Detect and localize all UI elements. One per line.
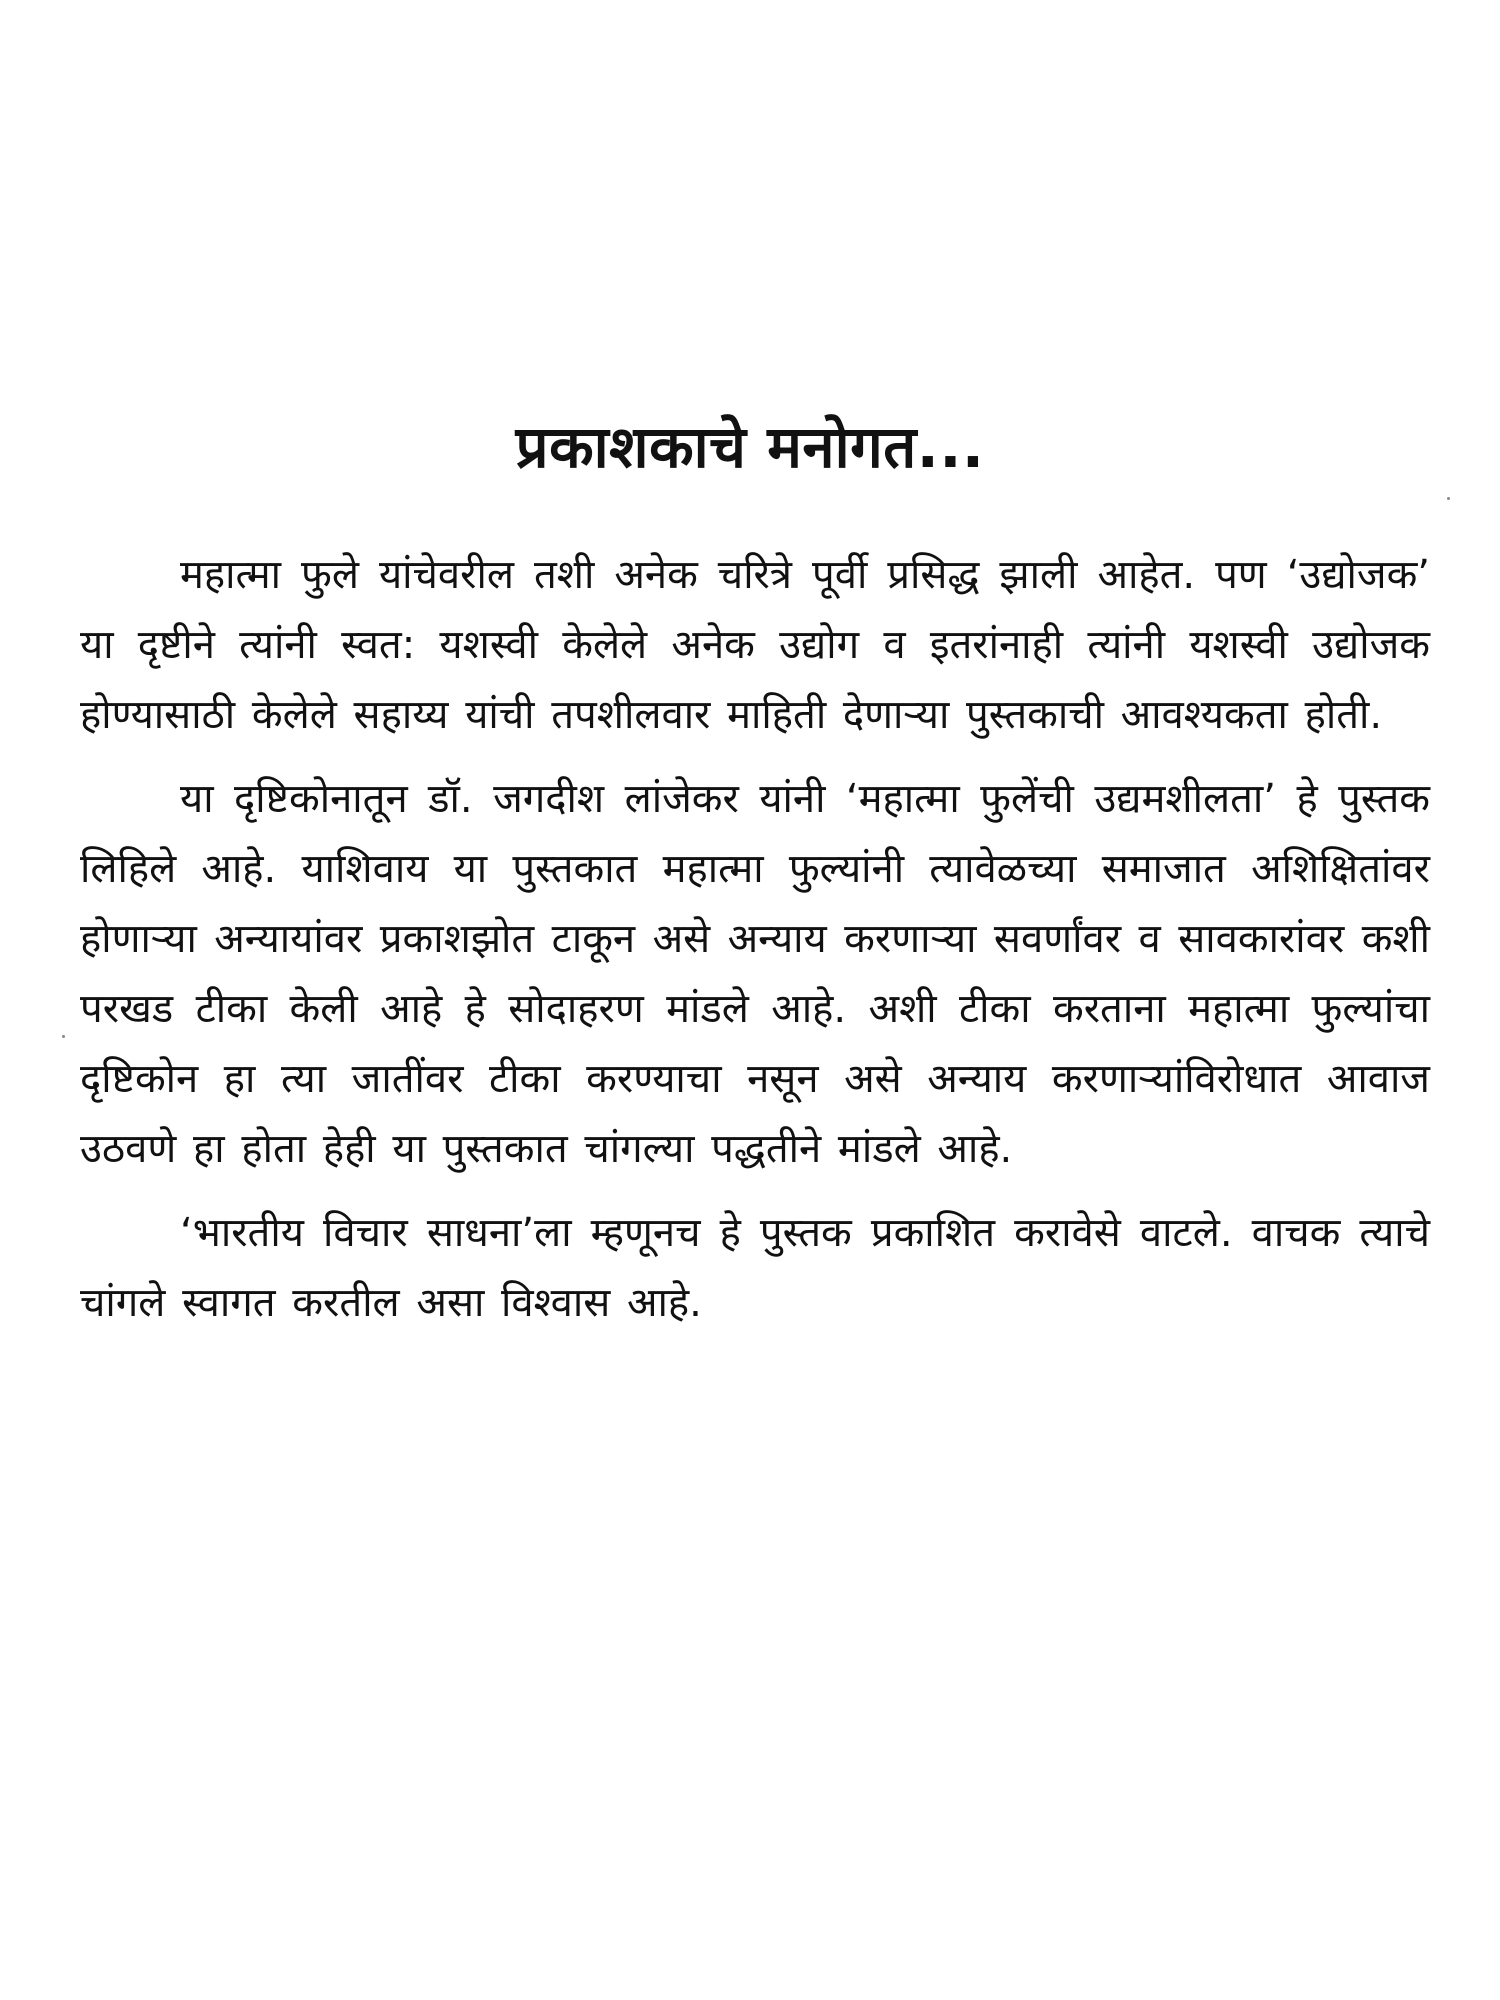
scan-speck [62, 1035, 65, 1038]
scan-speck [1447, 497, 1450, 500]
paragraph-3: ‘भारतीय विचार साधना’ला म्हणूनच हे पुस्तक प्रकाशित करावेसे वाटले. वाचक त्याचे चांगले स्वागत करतील असा विश्वास आहे. [80, 1210, 1430, 1326]
paragraph-1: महात्मा फुले यांचेवरील तशी अनेक चरित्रे पूर्वी प्रसिद्ध झाली आहेत. पण ‘उद्योजक’ या दृष्टीने त्यांनी स्वत: यशस्वी केलेले अनेक उद्योग व इतरांनाही त्यांनी यशस्वी उद्योजक होण्यासाठी केलेले सहाय्य यांची तपशीलवार माहिती देणाऱ्या पुस्तकाची आवश्यकता होती. [80, 552, 1430, 738]
paragraph-2: या दृष्टिकोनातून डॉ. जगदीश लांजेकर यांनी ‘महात्मा फुलेंची उद्यमशीलता’ हे पुस्तक लिहिले आहे. याशिवाय या पुस्तकात महात्मा फुल्यांनी त्यावेळच्या समाजात अशिक्षितांवर होणाऱ्या अन्यायांवर प्रकाशझोत टाकून असे अन्याय करणाऱ्या सवर्णांवर व सावकारांवर कशी परखड टीका केली आहे हे सोदाहरण मांडले आहे. अशी टीका करताना महात्मा फुल्यांचा दृष्टिकोन हा त्या जातींवर टीका करण्याचा नसून असे अन्याय करणाऱ्यांविरोधात आवाज उठवणे हा होता हेही या पुस्तकात चांगल्या पद्धतीने मांडले आहे. [80, 776, 1430, 1172]
preface-body [80, 540, 1430, 1338]
page-title: प्रकाशकाचे मनोगत... [515, 412, 985, 481]
